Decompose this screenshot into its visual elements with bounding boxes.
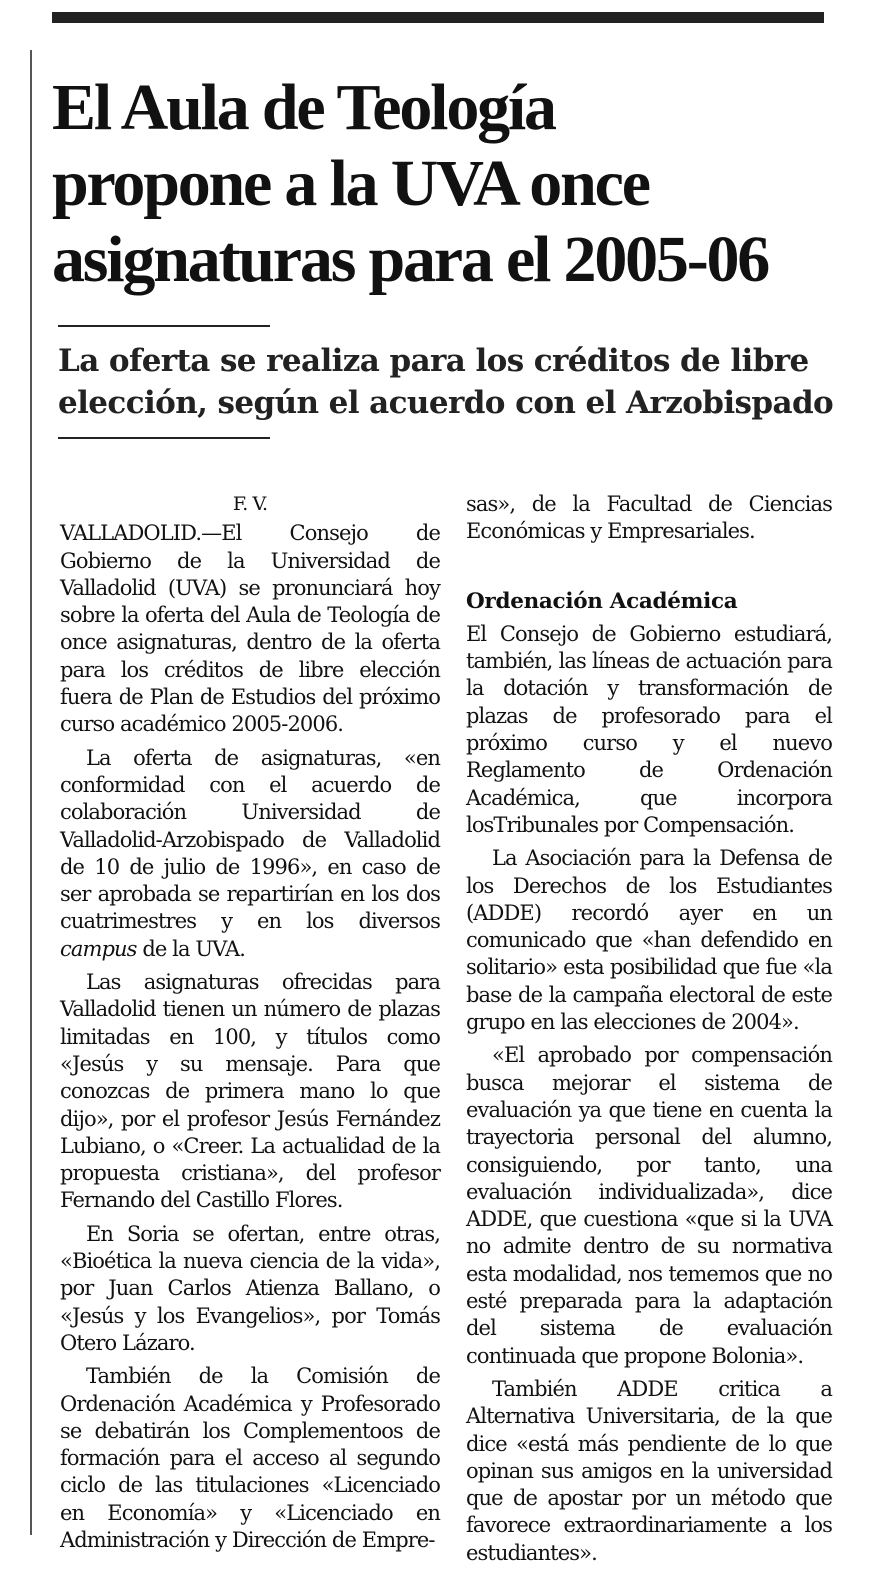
column-rule: [30, 50, 32, 1535]
headline-line: asignaturas para el 2005-06: [52, 223, 769, 296]
headline-line: propone a la UVA once: [52, 147, 649, 220]
paragraph: También de la Comisión de Ordenación Académica y Profesorado se debatirán los Complementoos de formación para el acceso al segundo ciclo de las titulaciones «Licenciado en Economía» y «Licenciado en Administración y Dirección de Empre-: [60, 1364, 440, 1552]
subheadline: [58, 340, 848, 424]
subhead-line: La oferta se realiza para los créditos de libre: [58, 343, 809, 379]
article-column-right: [466, 491, 832, 1573]
headline: [52, 70, 842, 298]
paragraph: «El aprobado por compensación busca mejorar el sistema de evaluación ya que tiene en cuenta la trayectoria personal del alumno, consiguiendo, por tanto, una evaluación individualizada», dice ADDE, que cuestiona «que si la UVA no admite dentro de su normativa esta modalidad, nos tememos que no esté preparada para la adaptación del sistema de evaluación continuada que propone Bolonia».: [466, 1043, 832, 1368]
subhead-bottom-rule: [58, 437, 270, 439]
paragraph: También ADDE critica a Alternativa Universitaria, de la que dice «está más pendiente de lo que opinan sus amigos en la universidad que de apostar por un método que favorece extraordinariamente a los estudiantes».: [466, 1376, 832, 1565]
byline: F. V.: [232, 493, 268, 515]
section-heading: Ordenación Académica: [466, 588, 738, 614]
subhead-top-rule: [58, 325, 270, 327]
top-rule: [52, 12, 824, 23]
paragraph: VALLADOLID.—El Consejo de Gobierno de la Universidad de Valladolid (UVA) se pronunciará hoy sobre la oferta del Aula de Teología de once asignaturas, dentro de la oferta para los créditos de libre elección fuera de Plan de Estudios del próximo curso académico 2005-2006.: [60, 521, 440, 737]
headline-line: El Aula de Teología: [52, 71, 555, 144]
article-column-left: [60, 491, 440, 1560]
paragraph: En Soria se ofertan, entre otras, «Bioética la nueva ciencia de la vida», por Juan Carlos Atienza Ballano, o «Jesús y los Evangelios», por Tomás Otero Lázaro.: [60, 1221, 440, 1355]
subhead-line: elección, según el acuerdo con el Arzobispado: [58, 385, 834, 421]
paragraph: Las asignaturas ofrecidas para Valladolid tienen un número de plazas limitadas en 100, y títulos como «Jesús y su mensaje. Para que conozcas de primera mano lo que dijo», por el profesor Jesús Fernández Lubiano, o «Creer. La actualidad de la propuesta cristiana», del profesor Fernando del Castillo Flores.: [60, 970, 440, 1213]
paragraph: La oferta de asignaturas, «en conformidad con el acuerdo de colaboración Universidad de Valladolid-Arzobispado de Valladolid de 10 de julio de 1996», en caso de ser aprobada se repartirían en los dos cuatrimestres y en los diversos campus de la UVA.: [60, 745, 440, 961]
paragraph: sas», de la Facultad de Ciencias Económicas y Empresariales.: [466, 492, 832, 544]
emphasis: campus: [60, 936, 137, 961]
paragraph: La Asociación para la Defensa de los Derechos de los Estudiantes (ADDE) recordó ayer en un comunicado que «han defendido en solitario» esta posibilidad que fue «la base de la campaña electoral de este grupo en las elecciones de 2004».: [466, 846, 832, 1035]
paragraph: El Consejo de Gobierno estudiará, también, las líneas de actuación para la dotación y transformación de plazas de profesorado para el próximo curso y el nuevo Reglamento de Ordenación Académica, que incorpora losTribunales por Compensación.: [466, 621, 832, 837]
